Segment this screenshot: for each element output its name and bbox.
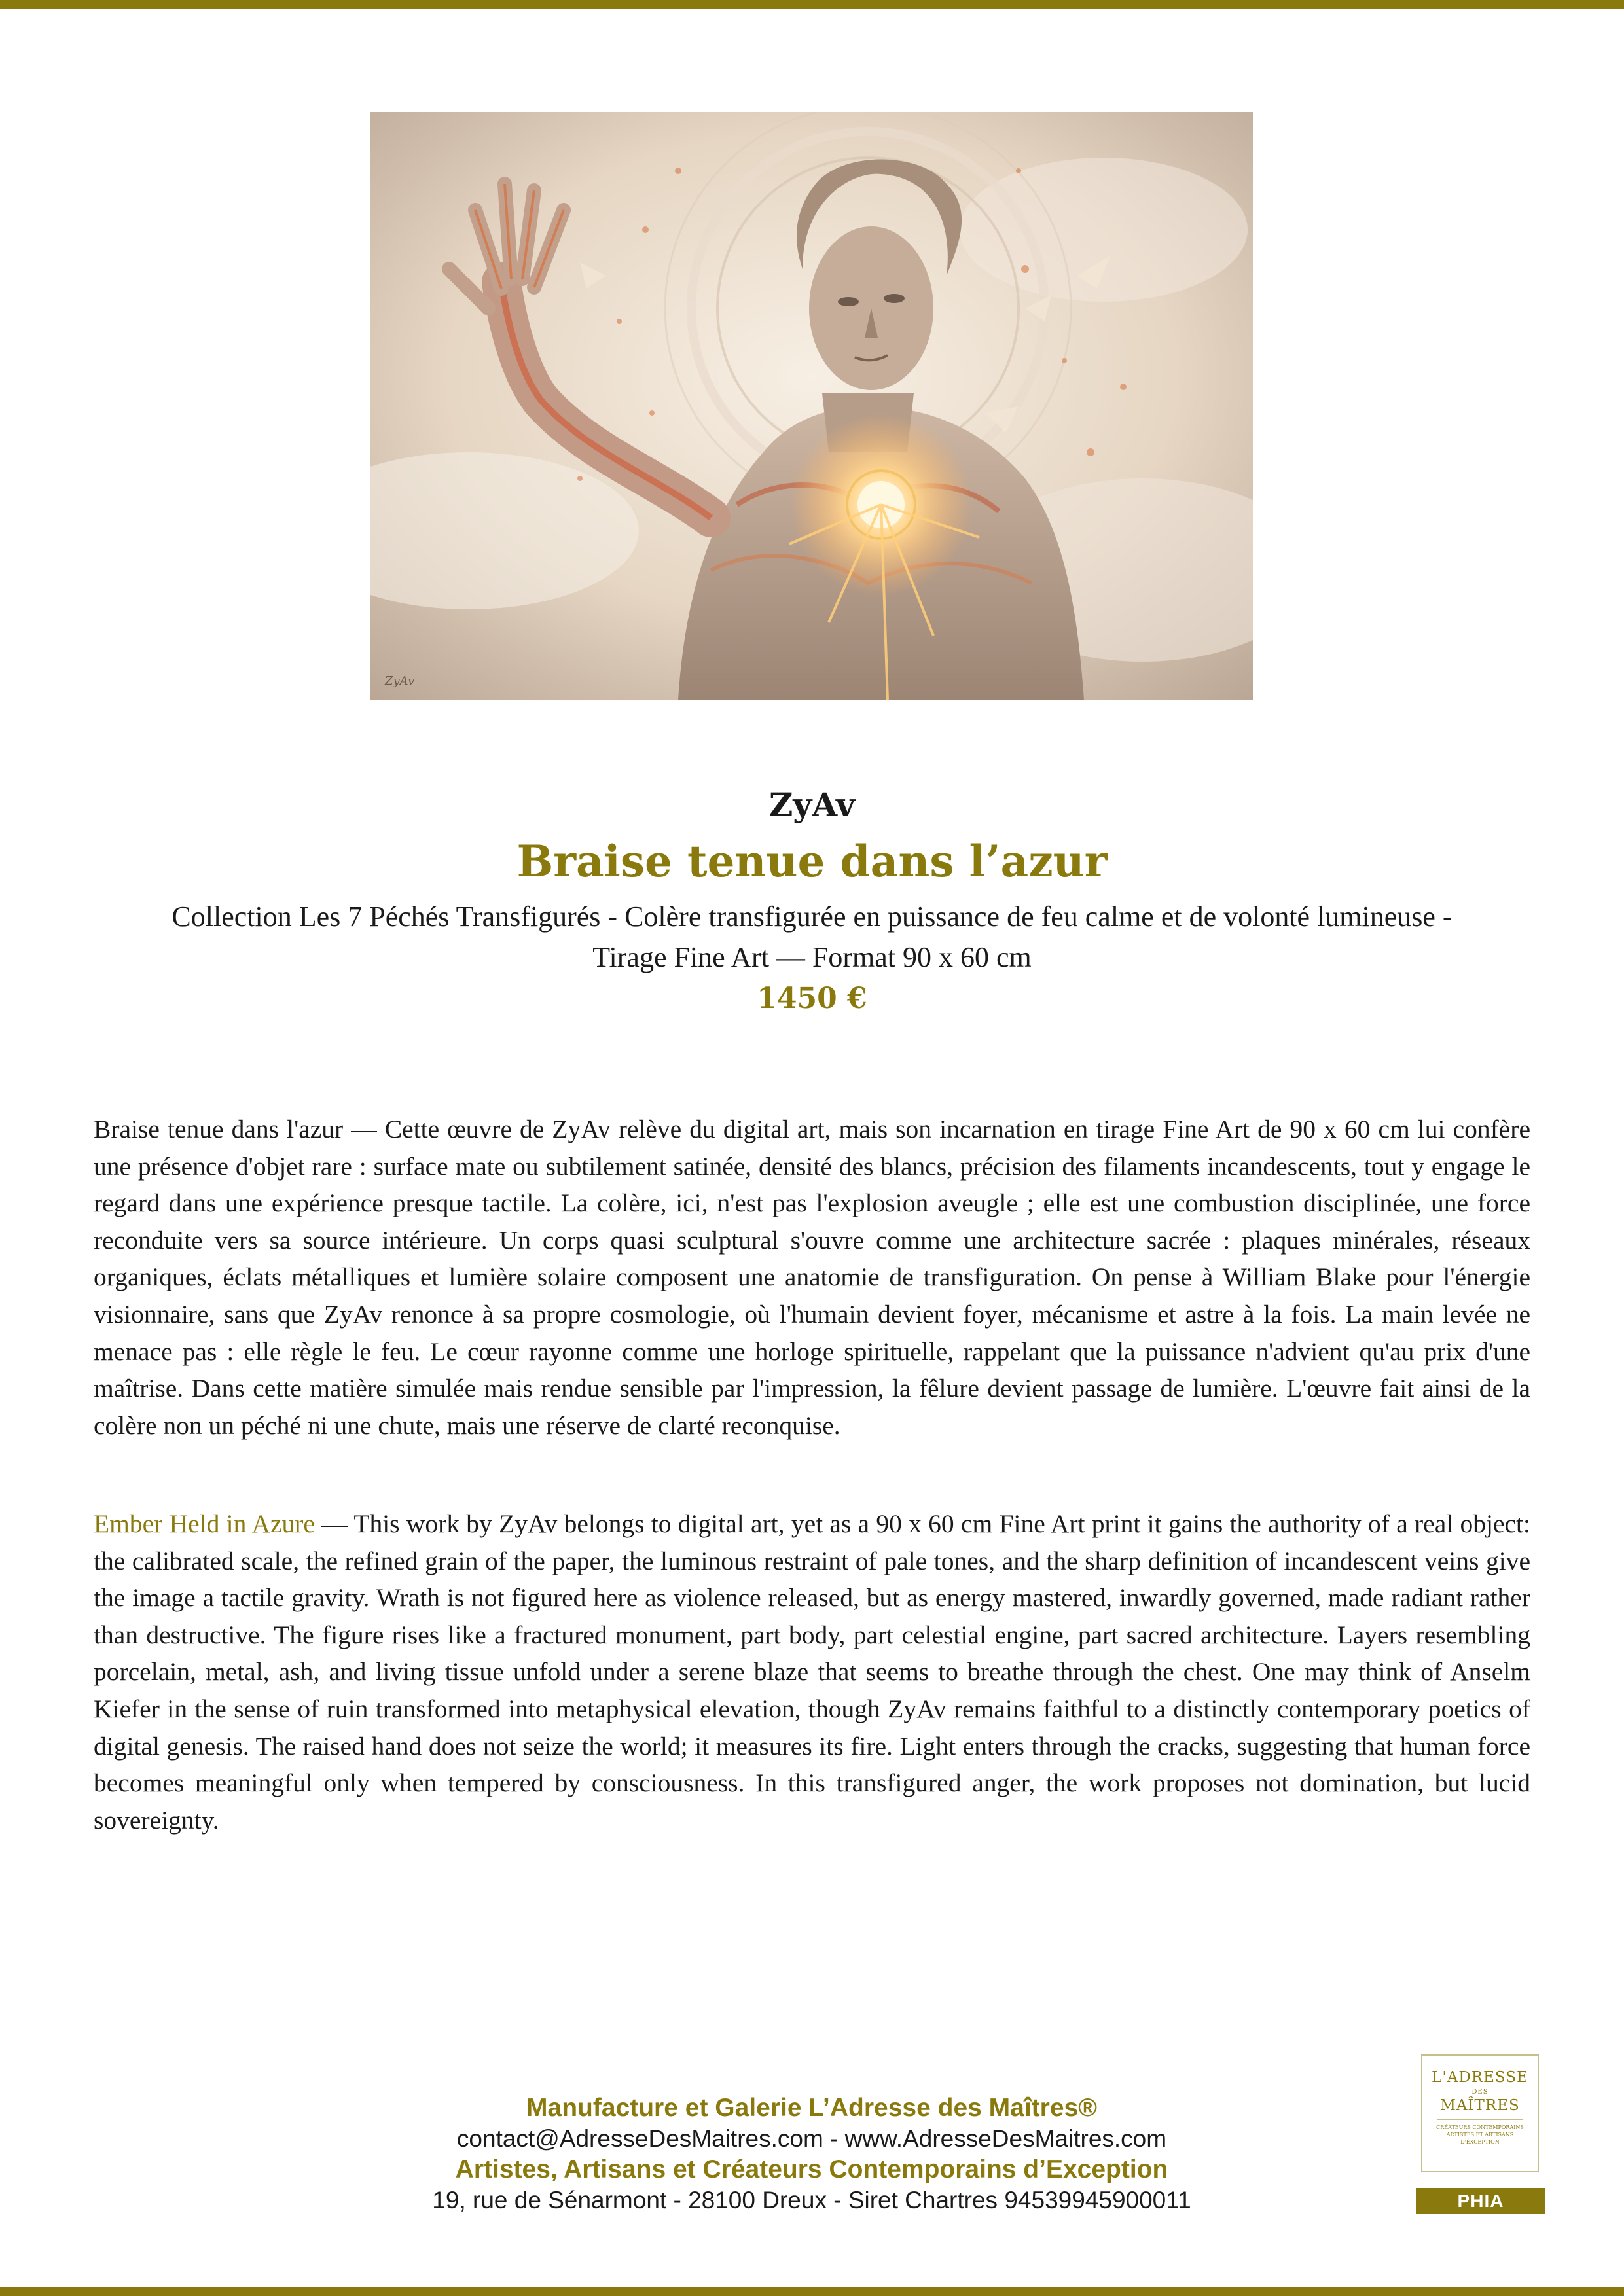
- gallery-tagline: Artistes, Artisans et Créateurs Contemporains d’Exception: [455, 2155, 1168, 2183]
- gallery-name: Manufacture et Galerie L’Adresse des Maîtres®: [526, 2094, 1097, 2122]
- logo-line-1: L'ADRESSE: [1432, 2069, 1528, 2086]
- artwork-collection: Collection Les 7 Péchés Transfigurés - Colère transfigurée en puissance de feu calme et de volonté lumineuse -: [171, 901, 1453, 933]
- description-english-text: — This work by ZyAv belongs to digital art, yet as a 90 x 60 cm Fine Art print it gains the authority of a real object: the calibrated scale, the refined grain of the paper, the luminous restraint of pale tones, and the sharp definition of incandescent veins give the image a tactile gravity. Wrath is not figured here as violence released, but as energy mastered, inwardly governed, made radiant rather than destructive. The figure rises like a fractured monument, part body, part celestial engine, part sacred architecture. Layers resembling porcelain, metal, ash, and living tissue unfold under a serene blaze that seems to breathe through the chest. One may think of Anselm Kiefer in the sense of ruin transformed into metaphysical elevation, though ZyAv remains faithful to a distinctly contemporary poetics of digital genesis. The raised hand does not seize the world; it measures its fire. Light enters through the cracks, suggesting that human force becomes meaningful only when tempered by consciousness. In this transfigured anger, the work proposes not domination, but lucid sovereignty.: [94, 1509, 1530, 1835]
- logo-divider: [1437, 2119, 1523, 2120]
- artwork-signature: ZyAv: [385, 674, 415, 688]
- artwork-header: [65, 779, 1559, 1020]
- gallery-contact: contact@AdresseDesMaitres.com - www.AdresseDesMaitres.com: [456, 2125, 1167, 2152]
- gallery-logo: [1421, 2054, 1539, 2172]
- logo-line-3: MAÎTRES: [1440, 2097, 1520, 2114]
- phia-badge: PHIA: [1416, 2188, 1545, 2214]
- english-title: Ember Held in Azure: [94, 1509, 315, 1538]
- logo-line-2: DES: [1471, 2089, 1489, 2096]
- gallery-address: 19, rue de Sénarmont - 28100 Dreux - Siret Chartres 94539945900011: [432, 2187, 1191, 2214]
- description-french-text: Braise tenue dans l'azur — Cette œuvre de ZyAv relève du digital art, mais son incarnation en tirage Fine Art de 90 x 60 cm lui confère une présence d'objet rare : surface mate ou subtilement satinée, densité des blancs, précision des filaments incandescents, tout y engage le regard dans une expérience presque tactile. La colère, ici, n'est pas l'explosion aveugle ; elle est une combustion disciplinée, une force reconduite vers sa source intérieure. Un corps quasi sculptural s'ouvre comme une architecture sacrée : plaques minérales, réseaux organiques, éclats métalliques et lumière solaire composent une anatomie de transfiguration. On pense à William Blake pour l'énergie visionnaire, sans que ZyAv renonce à sa propre cosmologie, où l'humain devient foyer, mécanisme et astre à la fois. La main levée ne menace pas : elle règle le feu. Le cœur rayonne comme une horloge spirituelle, rappelant que la puissance n'advient qu'au prix d'une maîtrise. Dans cette matière simulée mais rendue sensible par l'impression, la fêlure devient passage de lumière. L'œuvre fait ainsi de la colère non un péché ni une chute, mais une réserve de clarté reconquise.: [94, 1115, 1530, 1440]
- artwork-price: 1450 €: [757, 982, 867, 1015]
- description-english: [94, 1505, 1530, 1839]
- artwork-image: [370, 112, 1253, 700]
- artwork-format: Tirage Fine Art — Format 90 x 60 cm: [592, 941, 1032, 973]
- gallery-footer: [288, 2092, 1335, 2215]
- logo-line-4: CRÉATEURS CONTEMPORAINS ARTISTES ET ARTISANS D'EXCEPTION: [1436, 2125, 1524, 2145]
- artwork-illustration: [370, 112, 1253, 700]
- description-french: [94, 1111, 1530, 1444]
- artwork-title: Braise tenue dans l’azur: [516, 836, 1108, 887]
- bottom-rule: [0, 2287, 1624, 2296]
- artist-name: ZyAv: [768, 785, 856, 824]
- top-rule: [0, 0, 1624, 9]
- description-english-paragraph: [94, 1505, 1530, 1839]
